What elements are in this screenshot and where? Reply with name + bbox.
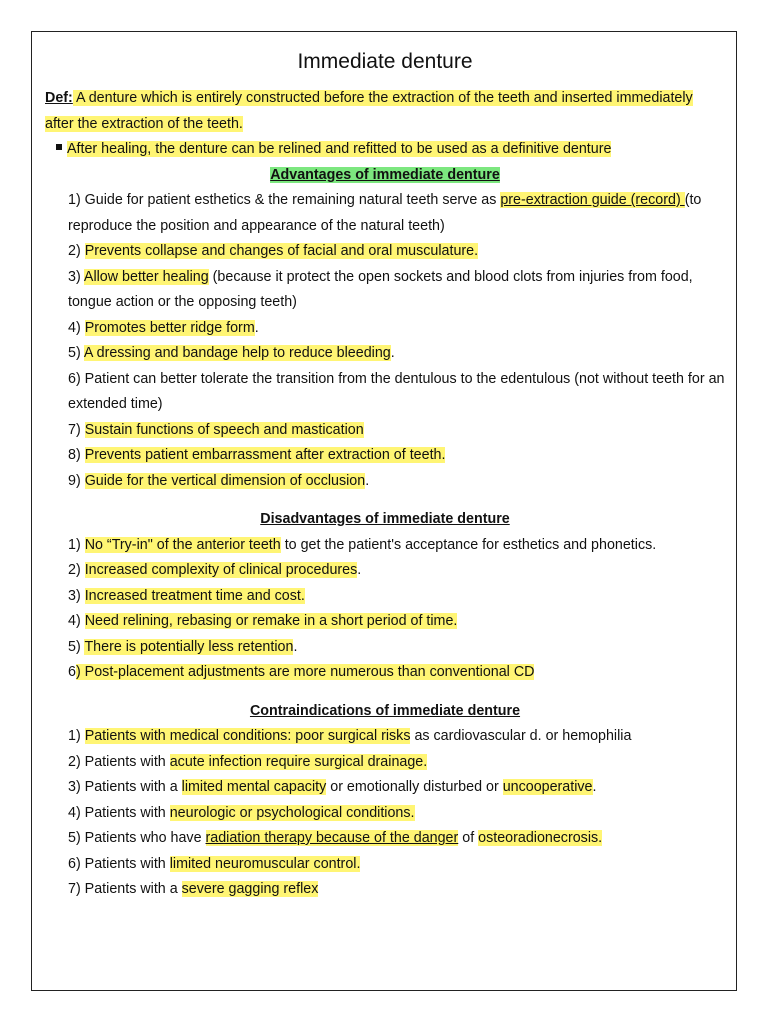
list-item: [68, 341, 725, 367]
item-highlight-second: osteoradionecrosis.: [478, 830, 603, 846]
item-text-after: .: [390, 345, 395, 361]
definition-label: Def:: [45, 90, 73, 106]
item-text: 9): [68, 472, 85, 489]
item-highlight: Prevents collapse and changes of facial and oral musculature.: [84, 243, 479, 259]
list-item: [68, 826, 725, 852]
bullet-item: [45, 137, 725, 163]
item-text-after: to get the patient's acceptance for esthetics and phonetics.: [280, 536, 657, 553]
item-text-after: .: [592, 779, 597, 795]
item-highlight: Promotes better ridge form: [84, 319, 255, 336]
item-highlight: Increased treatment time and cost.: [84, 587, 305, 604]
item-text: 6) Patients with: [68, 855, 170, 872]
document-page: [31, 31, 737, 991]
disadvantages-heading-row: [45, 507, 725, 533]
contraindications-list: [45, 724, 725, 903]
section-gap: [45, 494, 725, 507]
item-highlight: Prevents patient embarrassment after extraction of teeth.: [84, 447, 446, 463]
item-highlight: limited mental capacity: [181, 779, 327, 795]
list-item: [68, 367, 725, 418]
item-text: 5): [68, 638, 85, 655]
item-text-middle: of: [458, 830, 479, 846]
disadvantages-list: [45, 533, 725, 686]
item-text: 4): [68, 319, 85, 336]
list-item: [68, 750, 725, 776]
item-text: 4) Patients with: [68, 804, 170, 821]
page-title: Immediate denture: [297, 50, 473, 73]
bullet-square-icon: [56, 144, 62, 150]
list-item: [68, 418, 725, 444]
contraindications-heading: Contraindications of immediate denture: [249, 702, 521, 719]
item-text-after: as cardiovascular d. or hemophilia: [410, 728, 632, 744]
item-highlight: neurologic or psychological conditions.: [169, 804, 415, 821]
list-item: [68, 775, 725, 801]
item-text: 5) Patients who have: [68, 830, 206, 846]
list-item: [68, 188, 725, 239]
item-highlight: limited neuromuscular control.: [169, 855, 361, 872]
item-highlight: Increased complexity of clinical procedures: [84, 562, 358, 578]
list-item: [68, 533, 725, 559]
item-text-after: .: [293, 638, 298, 655]
item-highlight: Guide for the vertical dimension of occlusion: [84, 472, 366, 489]
list-item: [68, 801, 725, 827]
list-item: [68, 584, 725, 610]
item-text: 7): [68, 421, 85, 438]
definition: [45, 86, 725, 137]
item-text: 2) Patients with: [68, 753, 170, 770]
item-text: 7) Patients with a: [68, 881, 182, 897]
item-highlight: ) Post-placement adjustments are more numerous than conventional CD: [75, 664, 535, 680]
item-highlight: Allow better healing: [83, 268, 209, 285]
item-highlight: No “Try-in" of the anterior teeth: [84, 536, 281, 553]
item-highlight: Patients with medical conditions: poor surgical risks: [84, 728, 411, 744]
list-item: [68, 635, 725, 661]
definition-text: A denture which is entirely constructed before the extraction of the teeth and inserted immediately after the extraction of the teeth.: [45, 90, 693, 132]
item-text: 2): [68, 562, 85, 578]
item-text-after: (because it protect the open sockets and blood clots from injuries from food, tongue action or the opposing teeth): [68, 268, 693, 310]
document-content: [45, 46, 725, 903]
item-text: 2): [68, 243, 85, 259]
item-text-middle: or emotionally disturbed or: [326, 779, 503, 795]
list-item: [68, 239, 725, 265]
item-text: 3): [68, 587, 85, 604]
list-item: [68, 316, 725, 342]
item-text: 3) Patients with a: [68, 779, 182, 795]
item-highlight: pre-extraction guide (record): [500, 192, 685, 208]
list-item: [68, 877, 725, 903]
list-item: [68, 660, 725, 686]
item-highlight: severe gagging reflex: [181, 881, 319, 897]
item-text: 3): [68, 268, 84, 285]
item-highlight: acute infection require surgical drainage.: [169, 753, 428, 770]
advantages-heading-row: [45, 163, 725, 189]
list-item: [68, 443, 725, 469]
item-text-after: .: [365, 472, 370, 489]
item-text: 8): [68, 447, 85, 463]
item-highlight: A dressing and bandage help to reduce bleeding: [83, 345, 391, 361]
list-item: [68, 469, 725, 495]
list-item: [68, 724, 725, 750]
list-item: [68, 558, 725, 584]
item-text: 4): [68, 613, 85, 629]
item-highlight: radiation therapy because of the danger: [205, 830, 459, 846]
item-text: 1) Guide for patient esthetics & the remaining natural teeth serve as: [68, 192, 501, 208]
item-text: 6: [68, 664, 76, 680]
item-text: 5): [68, 345, 84, 361]
list-item: [68, 265, 725, 316]
list-item: [68, 609, 725, 635]
item-highlight-second: uncooperative: [502, 779, 593, 795]
item-text: 6) Patient can better tolerate the transition from the dentulous to the edentulous (not without teeth for an extended time): [68, 370, 725, 412]
item-text-after: .: [254, 319, 259, 336]
item-text: 1): [68, 728, 85, 744]
section-gap: [45, 686, 725, 699]
item-highlight: Need relining, rebasing or remake in a short period of time.: [84, 613, 458, 629]
item-text: 1): [68, 536, 85, 553]
item-highlight: There is potentially less retention: [84, 638, 294, 655]
advantages-heading: Advantages of immediate denture: [270, 166, 500, 183]
item-text-after: (to reproduce the position and appearance of the natural teeth): [68, 192, 702, 234]
bullet-text: After healing, the denture can be relined and refitted to be used as a definitive denture: [67, 141, 612, 157]
item-highlight: Sustain functions of speech and mastication: [84, 421, 364, 438]
disadvantages-heading: Disadvantages of immediate denture: [260, 511, 510, 527]
contraindications-heading-row: [45, 699, 725, 725]
list-item: [68, 852, 725, 878]
item-text-after: .: [357, 562, 362, 578]
advantages-list: [45, 188, 725, 494]
